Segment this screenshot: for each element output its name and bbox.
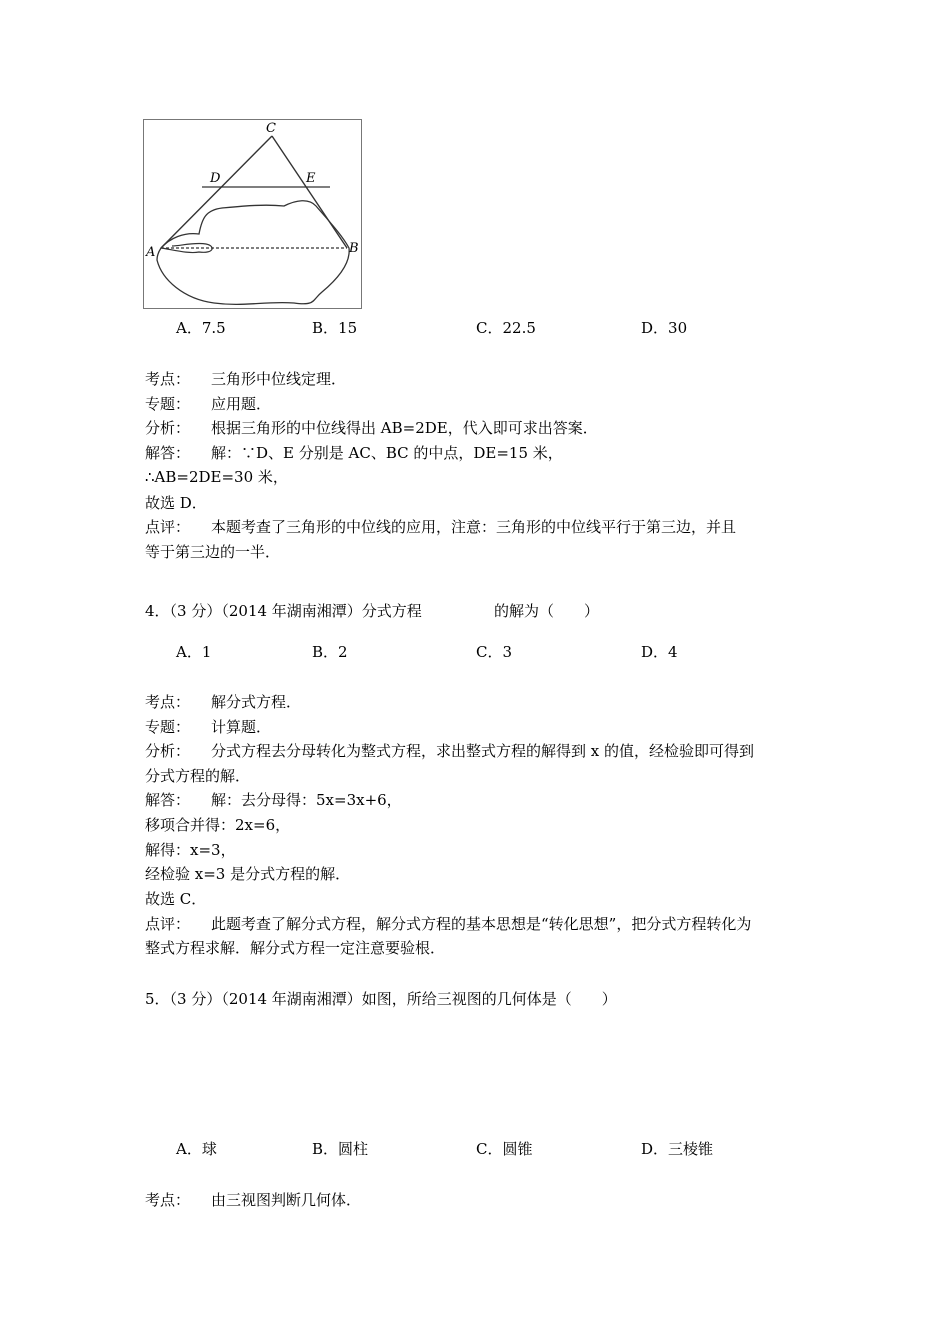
fenxi-label: 分析： [145,419,191,437]
q3-option-b: B．15 [312,319,358,337]
q5-kaodian [145,1190,361,1210]
dianping-label: 点评： [145,518,191,536]
q3-option-c: C．22.5 [476,319,536,337]
q4-option-d: D．4 [641,643,678,661]
label-c: C [266,121,276,136]
q5-option-d: D．三棱锥 [641,1140,714,1158]
kaodian-text: 解分式方程． [211,693,302,711]
q3-jieda-line-3: 故选 D． [145,494,207,512]
q4-jieda-line-2: 移项合并得：2x=6， [145,816,291,834]
kaodian-label: 考点： [145,370,191,388]
q5-option-b: B．圆柱 [312,1140,369,1158]
dianping-line-1: 此题考查了解分式方程，解分式方程的基本思想是“转化思想”，把分式方程转化为 [211,915,752,933]
jieda-line-1: 解：去分母得：5x=3x+6， [211,791,402,809]
label-a: A [146,245,156,260]
q4-dianping-line-2: 整式方程求解．解分式方程一定注意要验根． [145,939,446,957]
kaodian-text: 由三视图判断几何体． [211,1191,362,1209]
kaodian-label: 考点： [145,693,191,711]
q3-option-d: D．30 [641,319,688,337]
triangle-midline-figure [143,119,362,309]
label-e: E [306,171,316,186]
q3-fenxi [145,418,598,438]
zhuanti-text: 计算题． [211,718,272,736]
q3-kaodian [145,369,346,389]
q3-jieda-line-2: ∴AB=2DE=30 米， [145,468,288,486]
jieda-label: 解答： [145,791,191,809]
fenxi-line-1: 分式方程去分母转化为整式方程，求出整式方程的解得到 x 的值，经检验即可得到 [211,742,754,760]
zhuanti-text: 应用题． [211,395,272,413]
q4-option-b: B．2 [312,643,348,661]
side-ac [161,136,272,248]
jieda-line-1: 解：∵D、E 分别是 AC、BC 的中点，DE=15 米， [211,444,563,462]
q4-dianping [145,914,751,934]
q3-zhuanti [145,394,271,414]
q4-option-c: C．3 [476,643,513,661]
q4-stem-tail: 的解为（ ） [494,602,600,620]
q5-option-c: C．圆锥 [476,1140,533,1158]
dianping-label: 点评： [145,915,191,933]
kaodian-label: 考点： [145,1191,191,1209]
dianping-line-1: 本题考查了三角形的中位线的应用，注意：三角形的中位线平行于第三边，并且 [211,518,737,536]
q3-jieda [145,443,563,463]
q4-jieda-line-3: 解得：x=3， [145,841,236,859]
q3-option-a: A．7.5 [176,319,226,337]
q5-option-a: A．球 [176,1140,217,1158]
q5-stem: 5．（3 分）（2014 年湖南湘潭）如图，所给三视图的几何体是（ ） [145,990,617,1008]
q4-option-a: A．1 [176,643,212,661]
q3-dianping-line-2: 等于第三边的一半． [145,543,281,561]
q4-stem: 4．（3 分）（2014 年湖南湘潭）分式方程 [145,602,422,620]
jieda-label: 解答： [145,444,191,462]
q4-jieda-line-5: 故选 C． [145,890,207,908]
label-b: B [349,241,359,256]
kaodian-text: 三角形中位线定理． [211,370,347,388]
label-d: D [210,171,221,186]
q4-jieda [145,790,402,810]
q4-fenxi [145,741,754,761]
zhuanti-label: 专题： [145,395,191,413]
q3-dianping [145,517,736,537]
q4-zhuanti [145,717,271,737]
fenxi-text: 根据三角形的中位线得出 AB=2DE，代入即可求出答案． [211,419,598,437]
q4-kaodian [145,692,301,712]
q4-jieda-line-4: 经检验 x=3 是分式方程的解． [145,865,351,883]
zhuanti-label: 专题： [145,718,191,736]
q4-fenxi-line-2: 分式方程的解． [145,767,251,785]
fenxi-label: 分析： [145,742,191,760]
figure-svg [144,120,361,308]
side-bc [272,136,347,248]
